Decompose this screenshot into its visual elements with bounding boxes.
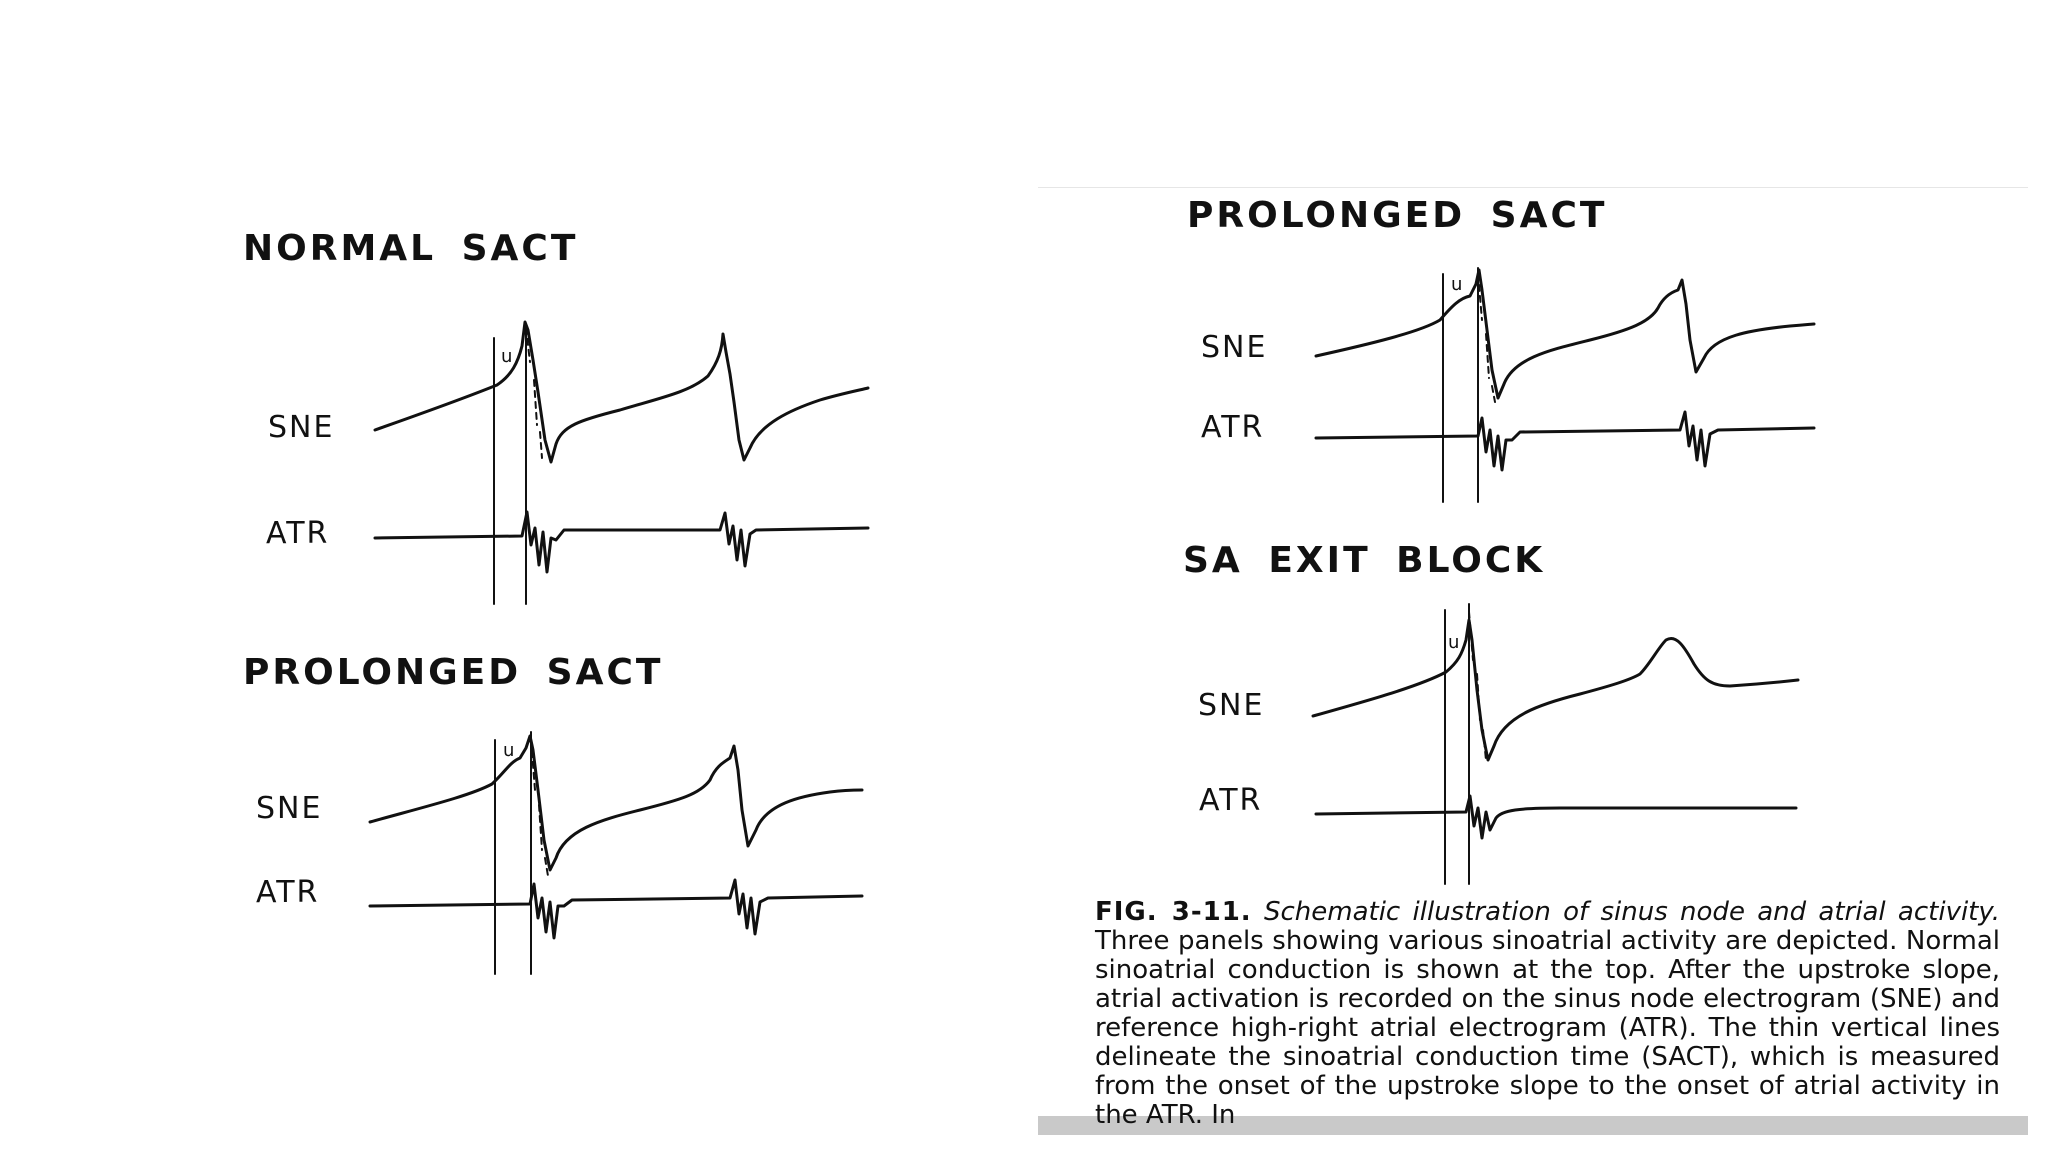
prolonged-right-sne-trace <box>1316 270 1814 398</box>
figure-title: Schematic illustration of sinus node and atrial activity. <box>1263 897 2001 927</box>
prolonged-right-marker: u <box>1451 274 1463 295</box>
prolonged-left-sne-trace <box>370 736 862 870</box>
prolonged-left-atr-label: ATR <box>256 875 320 910</box>
normal-sact-panel <box>375 322 868 604</box>
panel-title-sa-exit-block: SA EXIT BLOCK <box>1183 540 1546 581</box>
exit-block-atr-label: ATR <box>1199 783 1263 818</box>
panel-title-prolonged-sact-right: PROLONGED SACT <box>1187 195 1608 236</box>
exit-block-sne-label: SNE <box>1198 688 1265 723</box>
normal-sact-marker: u <box>501 346 513 367</box>
prolonged-left-sne-label: SNE <box>256 791 323 826</box>
prolonged-right-sne-label: SNE <box>1201 330 1268 365</box>
exit-block-sne-trace <box>1313 620 1798 760</box>
prolonged-left-marker: u <box>503 740 515 761</box>
panel-title-prolonged-sact-left: PROLONGED SACT <box>243 652 664 693</box>
prolonged-right-atr-label: ATR <box>1201 410 1265 445</box>
normal-sne-trace <box>375 322 868 462</box>
figure-caption-body: Three panels showing various sinoatrial activity are depicted. Normal sinoatrial conduction is shown at the top. After the upstroke slope, atrial activation is recorded on the sinus node electrogram (SNE) and reference high-right atrial electrogram (ATR). The thin vertical lines delineate the sinoatrial conduction time (SACT), which is measured from the onset of the upstroke slope to the onset of atrial activity in the ATR. In <box>1095 926 2000 1130</box>
figure-caption <box>1095 897 2001 1130</box>
prolonged-right-sne-dashed-downstroke <box>1478 274 1495 402</box>
normal-atr-trace <box>375 512 868 572</box>
normal-atr-label: ATR <box>266 516 330 551</box>
figure-label: FIG. 3-11. <box>1095 897 1252 927</box>
prolonged-right-atr-trace <box>1316 412 1814 470</box>
sa-exit-block-panel <box>1313 604 1798 884</box>
prolonged-sact-right-panel <box>1316 268 1814 502</box>
panel-title-normal-sact: NORMAL SACT <box>243 228 579 269</box>
exit-block-atr-trace <box>1316 796 1796 838</box>
exit-block-marker: u <box>1448 632 1460 653</box>
prolonged-left-atr-trace <box>370 880 862 938</box>
normal-sne-label: SNE <box>268 410 335 445</box>
prolonged-sact-left-panel <box>370 732 862 974</box>
